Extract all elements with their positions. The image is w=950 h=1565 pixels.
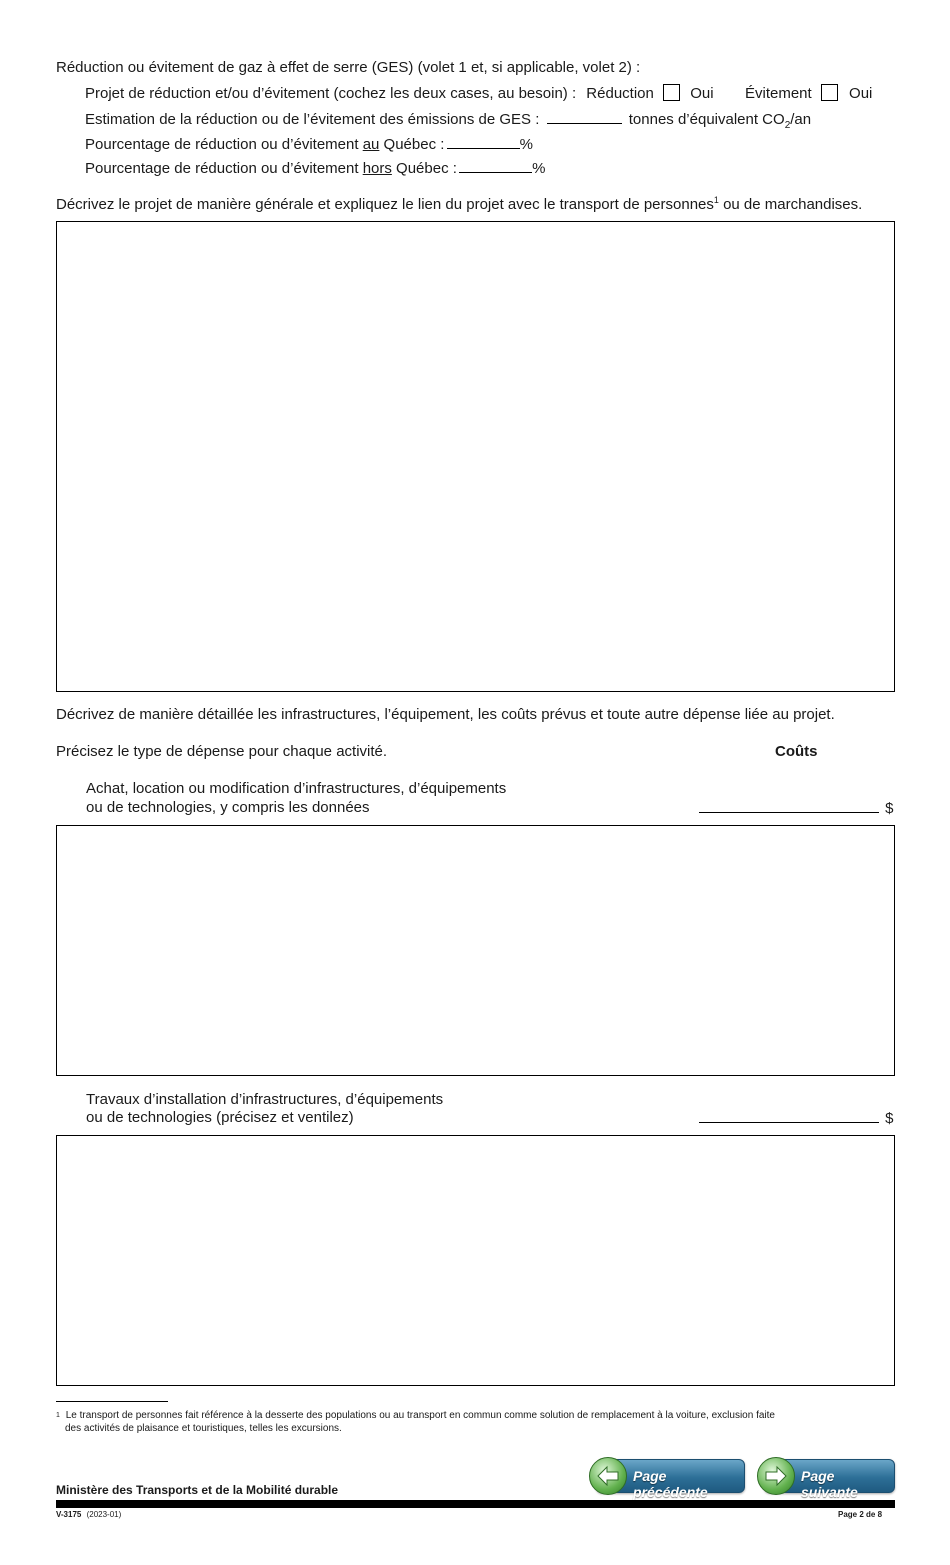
pct-hors-input[interactable]	[459, 158, 532, 173]
footnote	[56, 1409, 775, 1435]
item1-label-line1: Achat, location ou modification d’infrastructures, d’équipements	[86, 780, 507, 797]
estimation-input[interactable]	[547, 109, 622, 124]
form-code: V-3175	[56, 1510, 82, 1519]
evitement-checkbox[interactable]	[821, 84, 838, 101]
item2-description-textarea[interactable]	[56, 1135, 895, 1386]
tonnes-label: tonnes d’équivalent CO	[628, 111, 785, 128]
arrow-left-icon	[589, 1457, 627, 1495]
item2-label-line1: Travaux d’installation d’infrastructures, d’équipements	[86, 1091, 444, 1108]
reduction-oui-label: Oui	[690, 85, 714, 102]
footnote-line2: des activités de plaisance et touristiques, telles les excursions.	[65, 1423, 342, 1434]
next-page-label: Page suivante	[801, 1468, 858, 1500]
pct-hors-row	[85, 158, 545, 177]
form-code-row	[56, 1510, 121, 1519]
footnote-line1: Le transport de personnes fait référence à la desserte des populations ou au transport en commun comme solution de remplacement à la voiture, exclusion faite	[65, 1410, 775, 1421]
item1-label-line2: ou de technologies, y compris les données	[86, 799, 370, 816]
footnote-ref: 1	[713, 195, 719, 205]
page-number: Page 2 de 8	[838, 1510, 883, 1519]
pct-quebec-row	[85, 134, 533, 153]
estimation-label: Estimation de la réduction ou de l’évitement des émissions de GES :	[85, 111, 540, 128]
describe-label: Décrivez le projet de manière générale et expliquez le lien du projet avec le transport de personnes	[56, 196, 714, 213]
item2-cost-input[interactable]	[699, 1108, 879, 1123]
pct-hors-percent: %	[532, 160, 546, 177]
ministry-name: Ministère des Transports et de la Mobilité durable	[56, 1483, 339, 1497]
evitement-row	[745, 84, 872, 102]
pct-quebec-label-pre: Pourcentage de réduction ou d’évitement	[85, 136, 363, 153]
reduction-label: Réduction	[586, 85, 654, 102]
pct-hors-label-hors: hors	[362, 160, 392, 177]
co2-subscript: 2	[784, 120, 791, 131]
item1-description-textarea[interactable]	[56, 825, 895, 1076]
footnote-number: 1	[56, 1412, 60, 1419]
item2-cost-row	[699, 1108, 894, 1127]
ges-heading: Réduction ou évitement de gaz à effet de serre (GES) (volet 1 et, si applicable, volet 2) :	[56, 59, 641, 76]
ges-project-label: Projet de réduction et/ou d’évitement (cochez les deux cases, au besoin) :	[85, 85, 577, 102]
previous-page-button[interactable]	[596, 1459, 745, 1500]
describe-label-end: ou de marchandises.	[718, 196, 863, 213]
item2-dollar: $	[885, 1110, 894, 1127]
previous-page-label: Page précédente	[633, 1468, 708, 1500]
evitement-label: Évitement	[745, 85, 812, 102]
details-label: Décrivez de manière détaillée les infrastructures, l’équipement, les coûts prévus et toute autre dépense liée au projet.	[56, 706, 835, 723]
item1-cost-row	[699, 798, 894, 817]
next-page-button[interactable]	[764, 1459, 895, 1500]
pct-hors-label-post: Québec :	[391, 160, 457, 177]
pct-quebec-percent: %	[519, 136, 533, 153]
costs-header: Coûts	[775, 743, 818, 760]
footer-bar	[56, 1500, 895, 1508]
describe-label-row	[56, 195, 862, 213]
per-year-label: /an	[790, 111, 812, 128]
evitement-oui-label: Oui	[849, 85, 873, 102]
ges-estimation-row	[85, 109, 811, 131]
ges-project-row	[85, 84, 714, 102]
pct-quebec-label-post: Québec :	[379, 136, 445, 153]
item1-dollar: $	[885, 800, 894, 817]
item2-label-line2: ou de technologies (précisez et ventilez)	[86, 1109, 354, 1126]
arrow-right-icon	[757, 1457, 795, 1495]
reduction-checkbox[interactable]	[663, 84, 680, 101]
pct-quebec-input[interactable]	[447, 134, 520, 149]
item1-cost-input[interactable]	[699, 798, 879, 813]
expense-type-label: Précisez le type de dépense pour chaque activité.	[56, 743, 388, 760]
pct-hors-label-pre: Pourcentage de réduction ou d’évitement	[85, 160, 363, 177]
pct-quebec-label-au: au	[362, 136, 380, 153]
form-date: (2023-01)	[86, 1510, 122, 1519]
general-description-textarea[interactable]	[56, 221, 895, 692]
footnote-separator	[56, 1401, 168, 1402]
